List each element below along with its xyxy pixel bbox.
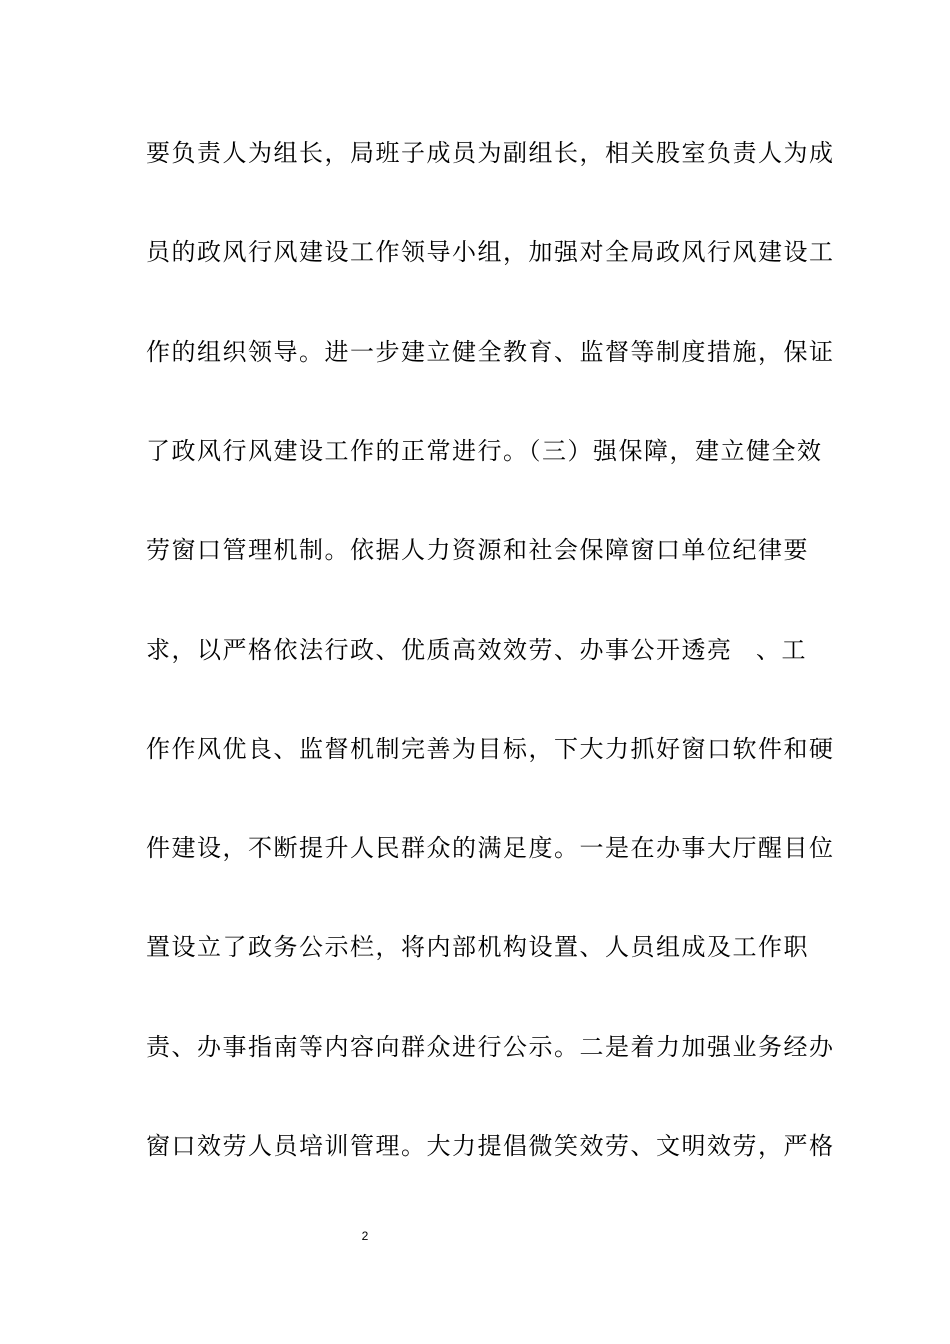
text-line: 求，以严格依法行政、优质高效效劳、办事公开透亮 bbox=[146, 636, 733, 664]
page-number: 2 bbox=[361, 1229, 369, 1243]
text-line: 劳窗口管理机制。依据人力资源和社会保障窗口单位纪律要 bbox=[146, 536, 809, 564]
text-line: 责、办事指南等内容向群众进行公示。二是着力加强业务经办 bbox=[146, 1033, 835, 1061]
text-line: 件建设，不断提升人民群众的满足度。一是在办事大厅醒目位 bbox=[146, 834, 835, 862]
text-line: 了政风行风建设工作的正常进行。（三）强保障，建立健全效 bbox=[146, 437, 823, 465]
text-line: 作作风优良、监督机制完善为目标，下大力抓好窗口软件和硬 bbox=[146, 735, 835, 763]
text-line: 作的组织领导。进一步建立健全教育、监督等制度措施，保证 bbox=[146, 338, 835, 366]
text-line-fragment: 、工 bbox=[756, 636, 807, 664]
text-line: 要负责人为组长，局班子成员为副组长，相关股室负责人为成 bbox=[146, 139, 835, 167]
text-line: 窗口效劳人员培训管理。大力提倡微笑效劳、文明效劳，严格 bbox=[146, 1132, 835, 1160]
text-line: 置设立了政务公示栏，将内部机构设置、人员组成及工作职 bbox=[146, 933, 809, 961]
text-line: 员的政风行风建设工作领导小组，加强对全局政风行风建设工 bbox=[146, 238, 835, 266]
